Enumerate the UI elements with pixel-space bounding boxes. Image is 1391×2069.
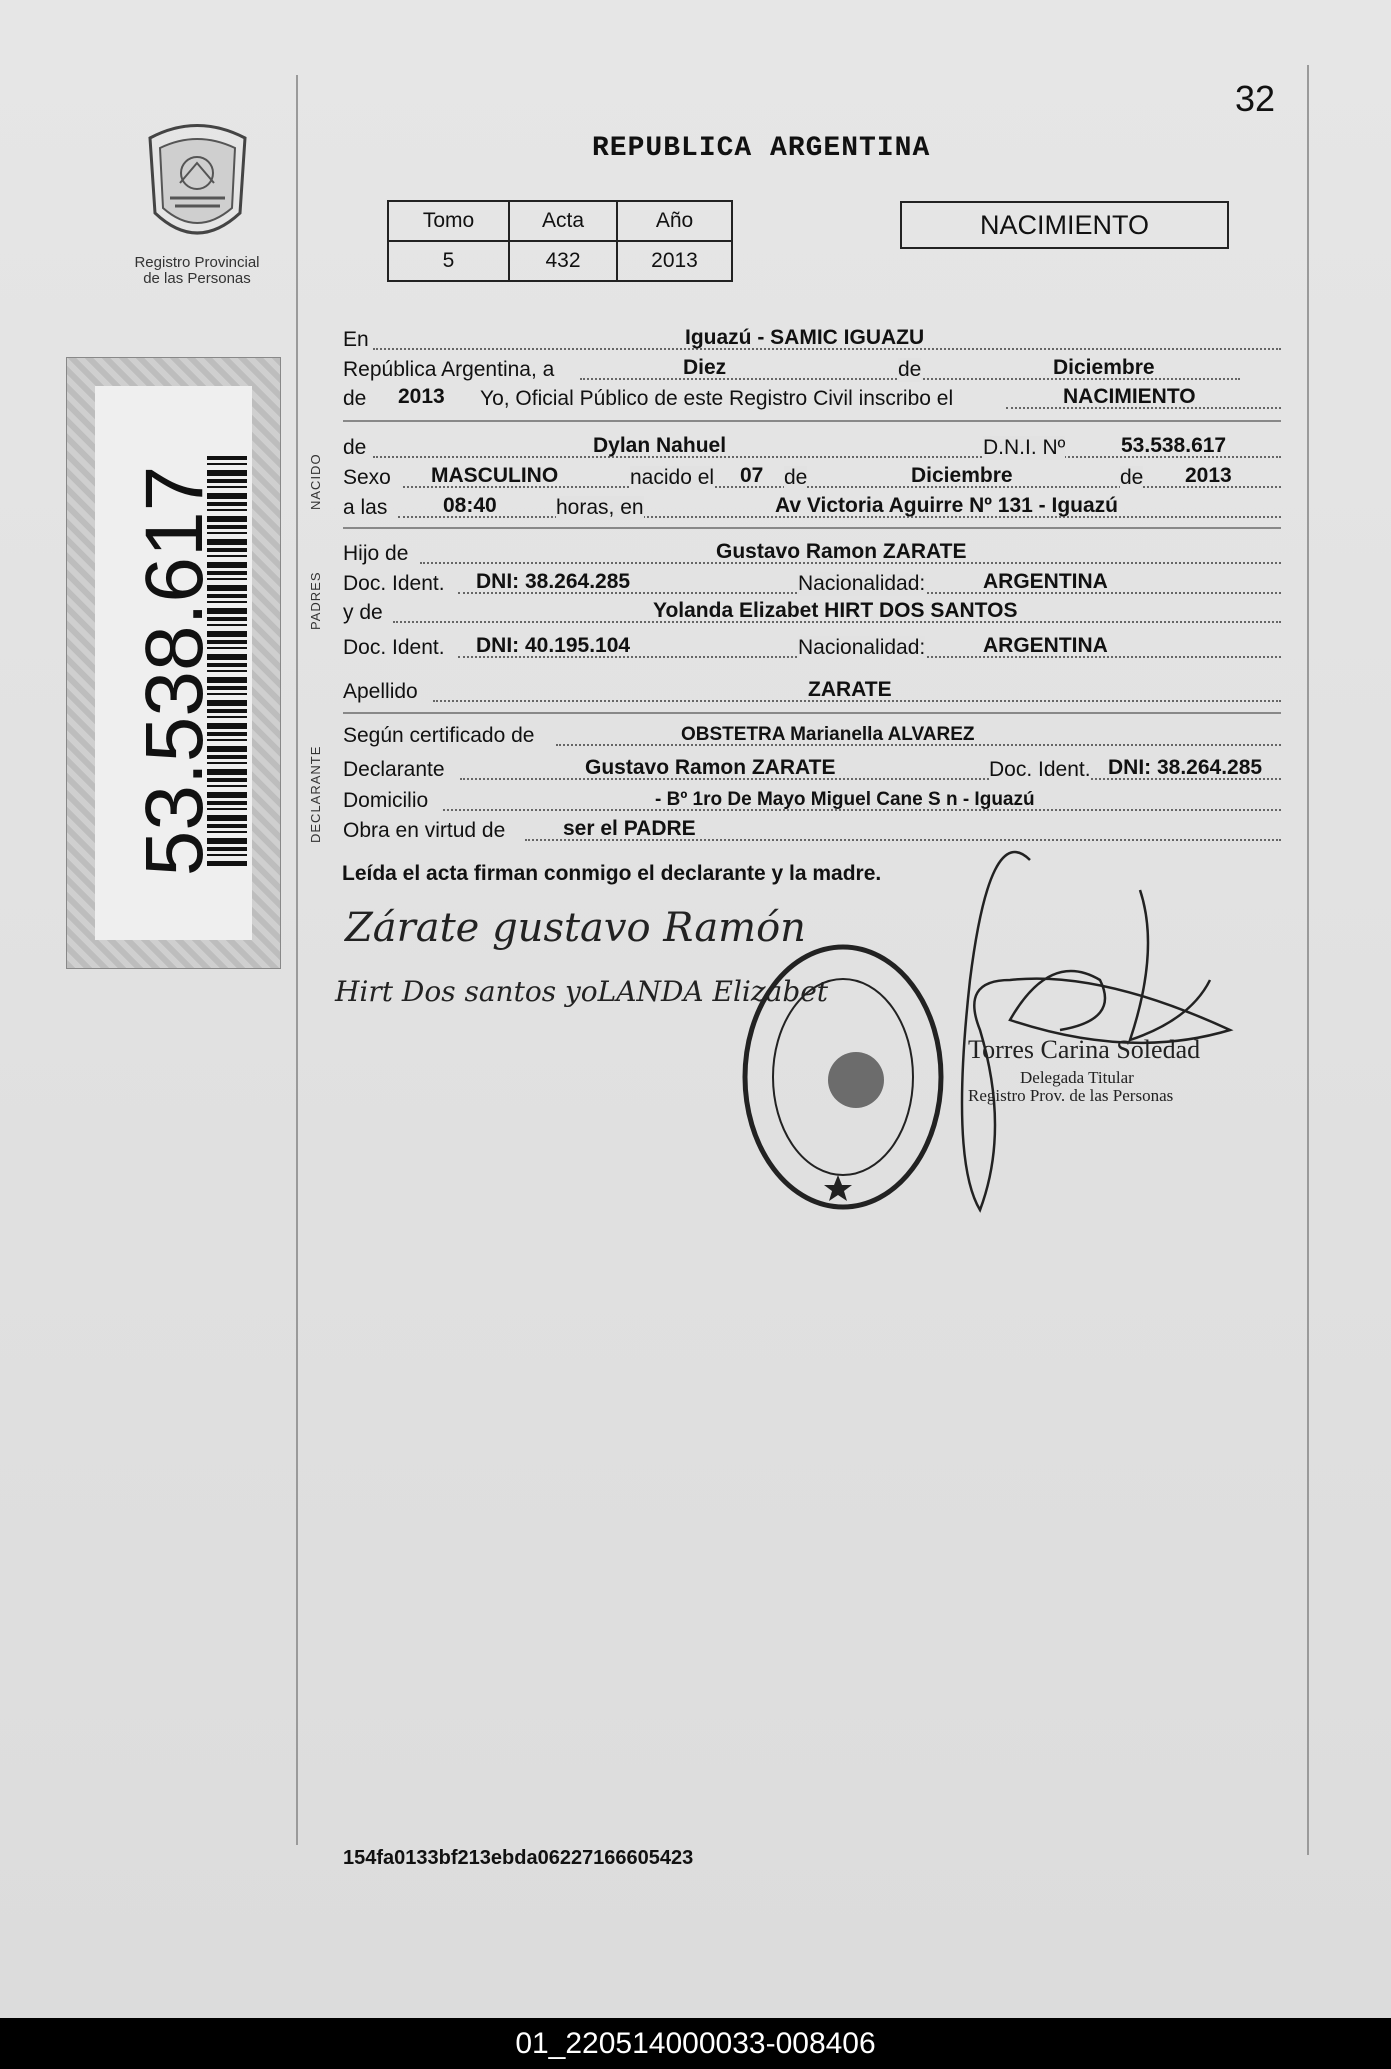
value-dia: Diez bbox=[683, 356, 727, 379]
value-nac2: ARGENTINA bbox=[983, 634, 1108, 657]
value-nacido-mes: Diciembre bbox=[911, 464, 1013, 487]
value-declarante: Gustavo Ramon ZARATE bbox=[585, 756, 836, 779]
text-oficial: Yo, Oficial Público de este Registro Civil inscribo el bbox=[480, 387, 954, 410]
logo-caption-line1: Registro Provincial bbox=[134, 254, 260, 271]
value-lugar: Av Victoria Aguirre Nº 131 - Iguazú bbox=[775, 494, 1118, 517]
label-segun: Según certificado de bbox=[343, 724, 535, 747]
value-padre: Gustavo Ramon ZARATE bbox=[716, 540, 967, 563]
form-line-segun bbox=[343, 722, 1281, 750]
left-margin-line bbox=[296, 75, 298, 1845]
label-obra: Obra en virtud de bbox=[343, 819, 506, 842]
value-doc2: DNI: 40.195.104 bbox=[476, 634, 631, 657]
form-line-apellido bbox=[343, 678, 1281, 706]
label-republica: República Argentina, a bbox=[343, 358, 555, 381]
form-line-domicilio bbox=[343, 787, 1281, 815]
label-yde: y de bbox=[343, 601, 383, 624]
value-mes: Diciembre bbox=[1053, 356, 1155, 379]
footer-code: 01_220514000033-008406 bbox=[0, 2018, 1391, 2069]
label-sexo: Sexo bbox=[343, 466, 391, 489]
label-nac2: Nacionalidad: bbox=[798, 636, 926, 659]
form-line-declarante bbox=[343, 756, 1281, 784]
act-type-box: NACIMIENTO bbox=[900, 201, 1229, 249]
label-dni: D.N.I. Nº bbox=[983, 436, 1066, 459]
value-dni: 53.538.617 bbox=[1121, 434, 1227, 457]
value-obra: ser el PADRE bbox=[563, 817, 696, 840]
form-line-madre bbox=[343, 599, 1281, 627]
label-doc3: Doc. Ident. bbox=[989, 758, 1091, 781]
page-title: REPUBLICA ARGENTINA bbox=[592, 133, 931, 164]
right-margin-line bbox=[1307, 65, 1309, 1855]
form-line-nombre bbox=[343, 434, 1281, 462]
value-en: Iguazú - SAMIC IGUAZU bbox=[685, 326, 925, 349]
label-de3: de bbox=[343, 436, 367, 459]
value-doc3: DNI: 38.264.285 bbox=[1108, 756, 1263, 779]
form-line-oficial bbox=[343, 385, 1281, 413]
sticker-number: 53.538.617 bbox=[129, 465, 220, 877]
label-apellido: Apellido bbox=[343, 680, 418, 703]
label-alas: a las bbox=[343, 496, 388, 519]
document-hash: 154fa0133bf213ebda06227166605423 bbox=[343, 1847, 694, 1869]
id-barcode-sticker bbox=[66, 357, 281, 969]
label-hijo: Hijo de bbox=[343, 542, 409, 565]
value-hora: 08:40 bbox=[443, 494, 497, 517]
value-tomo: 5 bbox=[388, 241, 509, 281]
value-domicilio: - Bº 1ro De Mayo Miguel Cane S n - Iguazú bbox=[655, 789, 1035, 810]
value-apellido: ZARATE bbox=[808, 678, 892, 701]
delegada-name: Torres Carina Soledad bbox=[968, 1035, 1201, 1064]
value-madre: Yolanda Elizabet HIRT DOS SANTOS bbox=[653, 599, 1018, 622]
value-sexo: MASCULINO bbox=[431, 464, 559, 487]
value-acta: 432 bbox=[509, 241, 617, 281]
value-nacido-anio: 2013 bbox=[1185, 464, 1232, 487]
label-en: En bbox=[343, 328, 369, 351]
page-number: 32 bbox=[1235, 78, 1276, 119]
value-nombre: Dylan Nahuel bbox=[593, 434, 727, 457]
section-label-declarante: DECLARANTE bbox=[308, 745, 323, 843]
label-nac1: Nacionalidad: bbox=[798, 572, 926, 595]
provincial-seal-logo bbox=[140, 118, 255, 248]
section-label-nacido: NACIDO bbox=[308, 453, 323, 510]
signature-declarante: Zárate gustavo Ramón bbox=[345, 905, 806, 951]
closing-statement: Leída el acta firman conmigo el declarante y la madre. bbox=[342, 862, 882, 885]
form-line-republica bbox=[343, 356, 1281, 384]
label-domicilio: Domicilio bbox=[343, 789, 429, 812]
logo-caption bbox=[118, 255, 276, 287]
logo-caption-line2: de las Personas bbox=[143, 270, 251, 287]
registry-table bbox=[387, 200, 733, 282]
signature-madre: Hirt Dos santos yoLANDA Elizabet bbox=[335, 975, 829, 1008]
form-line-doc2 bbox=[343, 634, 1281, 662]
label-de4: de bbox=[784, 466, 808, 489]
form-line-hora bbox=[343, 494, 1281, 522]
value-anio-acta: 2013 bbox=[398, 385, 445, 408]
header-acta: Acta bbox=[509, 201, 617, 241]
label-horas: horas, en bbox=[556, 496, 644, 519]
label-declarante: Declarante bbox=[343, 758, 445, 781]
label-doc1: Doc. Ident. bbox=[343, 572, 445, 595]
section-label-padres: PADRES bbox=[308, 571, 323, 630]
value-doc1: DNI: 38.264.285 bbox=[476, 570, 631, 593]
label-doc2: Doc. Ident. bbox=[343, 636, 445, 659]
form-line-doc1 bbox=[343, 570, 1281, 598]
label-de5: de bbox=[1120, 466, 1144, 489]
value-nacido-dia: 07 bbox=[740, 464, 764, 487]
form-line-hijo bbox=[343, 540, 1281, 568]
value-inscribo: NACIMIENTO bbox=[1063, 385, 1196, 408]
delegada-title: Delegada Titular bbox=[1020, 1068, 1134, 1087]
form-line-sexo bbox=[343, 464, 1281, 492]
header-tomo: Tomo bbox=[388, 201, 509, 241]
official-signature bbox=[950, 830, 1250, 1230]
form-line-en bbox=[343, 326, 1281, 354]
label-de2: de bbox=[343, 387, 367, 410]
value-nac1: ARGENTINA bbox=[983, 570, 1108, 593]
label-de: de bbox=[898, 358, 922, 381]
value-anio: 2013 bbox=[617, 241, 732, 281]
value-segun: OBSTETRA Marianella ALVAREZ bbox=[681, 724, 975, 745]
header-anio: Año bbox=[617, 201, 732, 241]
sticker-label bbox=[95, 386, 252, 940]
label-nacido: nacido el bbox=[630, 466, 715, 489]
official-stamp bbox=[738, 940, 948, 1215]
delegada-org: Registro Prov. de las Personas bbox=[968, 1086, 1174, 1105]
